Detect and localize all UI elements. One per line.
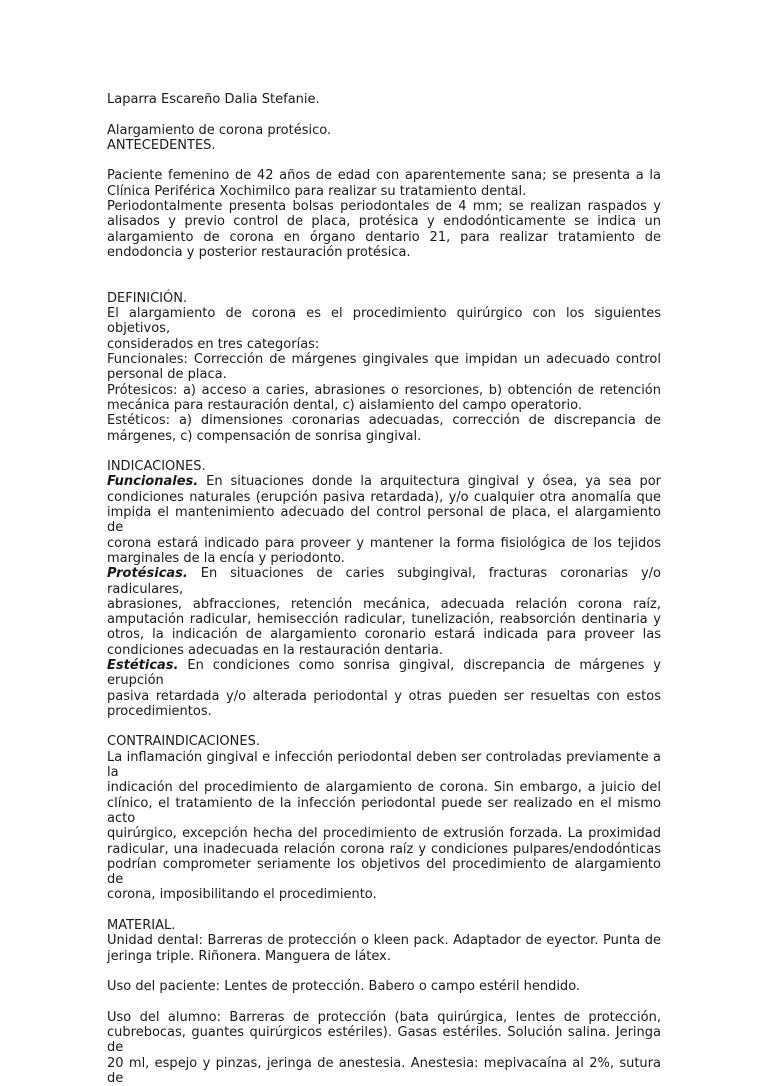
paragraph-line: radicular, una inadecuada relación corona raíz y condiciones pulpares/endodónticas <box>107 841 661 857</box>
paragraph-line: Periodontalmente presenta bolsas periodontales de 4 mm; se realizan raspados y <box>107 199 661 215</box>
paragraph-line: otros, la indicación de alargamiento coronario estará indicada para proveer las <box>107 627 661 643</box>
spacer <box>107 276 661 291</box>
paragraph-line: jeringa triple. Riñonera. Manguera de látex. <box>107 948 391 964</box>
paragraph-line: Unidad dental: Barreras de protección o kleen pack. Adaptador de eyector. Punta de <box>107 933 661 949</box>
paragraph-line: corona, imposibilitando el procedimiento. <box>107 887 377 903</box>
paragraph-line: indicación del procedimiento de alargamiento de corona. Sin embargo, a juicio del <box>107 780 661 796</box>
spacer <box>107 995 661 1010</box>
paragraph-line: amputación radicular, hemisección radicular, tunelización, reabsorción dentinaria y <box>107 612 661 628</box>
paragraph-line: condiciones adecuadas en la restauración dentaria. <box>107 642 443 658</box>
paragraph-line: considerados en tres categorías: <box>107 336 320 352</box>
spacer <box>107 153 661 168</box>
paragraph-line: 20 ml, espejo y pinzas, jeringa de anestesia. Anestesia: mepivacaína al 2%, sutura de <box>107 1055 661 1086</box>
section-heading-contraindicaciones: CONTRAINDICACIONES. <box>107 734 260 750</box>
paragraph-text: En situaciones de caries subgingival, fracturas coronarias y/o radiculares, <box>107 566 661 597</box>
paragraph-line: condiciones naturales (erupción pasiva retardada), y/o cualquier otra anomalía que <box>107 489 661 505</box>
esteticas-label: Estéticas. <box>107 657 179 673</box>
paragraph-line: mecánica para restauración dental, c) aislamiento del campo operatorio. <box>107 397 582 413</box>
section-heading-definicion: DEFINICIÓN. <box>107 290 188 306</box>
spacer <box>107 903 661 918</box>
paragraph-line: marginales de la encía y periodonto. <box>107 550 345 566</box>
section-heading-indicaciones: INDICACIONES. <box>107 459 206 475</box>
paragraph-line: corona estará indicado para proveer y mantener la forma fisiológica de los tejidos <box>107 535 661 551</box>
paragraph-line: alargamiento de corona en órgano dentario 21, para realizar tratamiento de <box>107 229 661 245</box>
paragraph-line <box>107 474 661 489</box>
funcionales-label: Funcionales. <box>107 474 199 490</box>
paragraph-line: márgenes, c) compensación de sonrisa gingival. <box>107 428 422 444</box>
paragraph-line: pasiva retardada y/o alterada periodontal y otras pueden ser resueltas con estos <box>107 688 661 704</box>
protesicas-label: Protésicas. <box>107 566 188 582</box>
paragraph-text: En condiciones como sonrisa gingival, discrepancia de márgenes y erupción <box>107 657 661 689</box>
section-heading-material: MATERIAL. <box>107 918 176 934</box>
paragraph-text: En situaciones donde la arquitectura gingival y ósea, ya sea por <box>198 474 661 490</box>
section-heading-antecedentes: ANTECEDENTES. <box>107 137 216 153</box>
paragraph-line: podrían comprometer seriamente los objetivos del procedimiento de alargamiento de <box>107 856 661 888</box>
paragraph-line: Funcionales: Corrección de márgenes gingivales que impidan un adecuado control <box>107 352 661 368</box>
spacer <box>107 260 661 275</box>
paragraph-line: impida el mantenimiento adecuado del control personal de placa, el alargamiento de <box>107 505 661 536</box>
paragraph-line: personal de placa. <box>107 367 227 383</box>
paragraph-line: endodoncia y posterior restauración protésica. <box>107 244 411 260</box>
spacer <box>107 107 661 122</box>
paragraph-line: Prótesicos: a) acceso a caries, abrasiones o resorciones, b) obtención de retención <box>107 382 661 398</box>
paragraph-line: Estéticos: a) dimensiones coronarias adecuadas, corrección de discrepancia de <box>107 413 661 429</box>
spacer <box>107 964 661 979</box>
author-line: Laparra Escareño Dalia Stefanie. <box>107 92 320 107</box>
paragraph-line: cubrebocas, guantes quirúrgicos estériles). Gasas estériles. Solución salina. Jeringa de <box>107 1025 661 1056</box>
paragraph-line: Paciente femenino de 42 años de edad con aparentemente sana; se presenta a la <box>107 168 661 184</box>
paragraph-line: procedimientos. <box>107 703 212 719</box>
spacer <box>107 719 661 734</box>
spacer <box>107 444 661 459</box>
paragraph-line: quirúrgico, excepción hecha del procedimiento de extrusión forzada. La proximidad <box>107 826 661 842</box>
paragraph-line <box>107 658 661 689</box>
paragraph-line: Uso del paciente: Lentes de protección. Babero o campo estéril hendido. <box>107 979 581 995</box>
paragraph-line: Clínica Periférica Xochimilco para realizar su tratamiento dental. <box>107 183 527 199</box>
paragraph-line: El alargamiento de corona es el procedimiento quirúrgico con los siguientes objetivos, <box>107 306 661 337</box>
paragraph-line: abrasiones, abfracciones, retención mecánica, adecuada relación corona raíz, <box>107 596 661 612</box>
paragraph-line: clínico, el tratamiento de la infección periodontal puede ser realizado en el mismo acto <box>107 795 661 826</box>
paragraph-line <box>107 566 661 597</box>
paragraph-line: alisados y previo control de placa, protésica y endodónticamente se indica un <box>107 214 661 230</box>
paragraph-line: Uso del alumno: Barreras de protección (bata quirúrgica, lentes de protección, <box>107 1009 661 1025</box>
document-title: Alargamiento de corona protésico. <box>107 122 332 138</box>
paragraph-line: La inflamación gingival e infección periodontal deben ser controladas previamente a la <box>107 749 661 781</box>
document-page <box>107 92 661 1086</box>
